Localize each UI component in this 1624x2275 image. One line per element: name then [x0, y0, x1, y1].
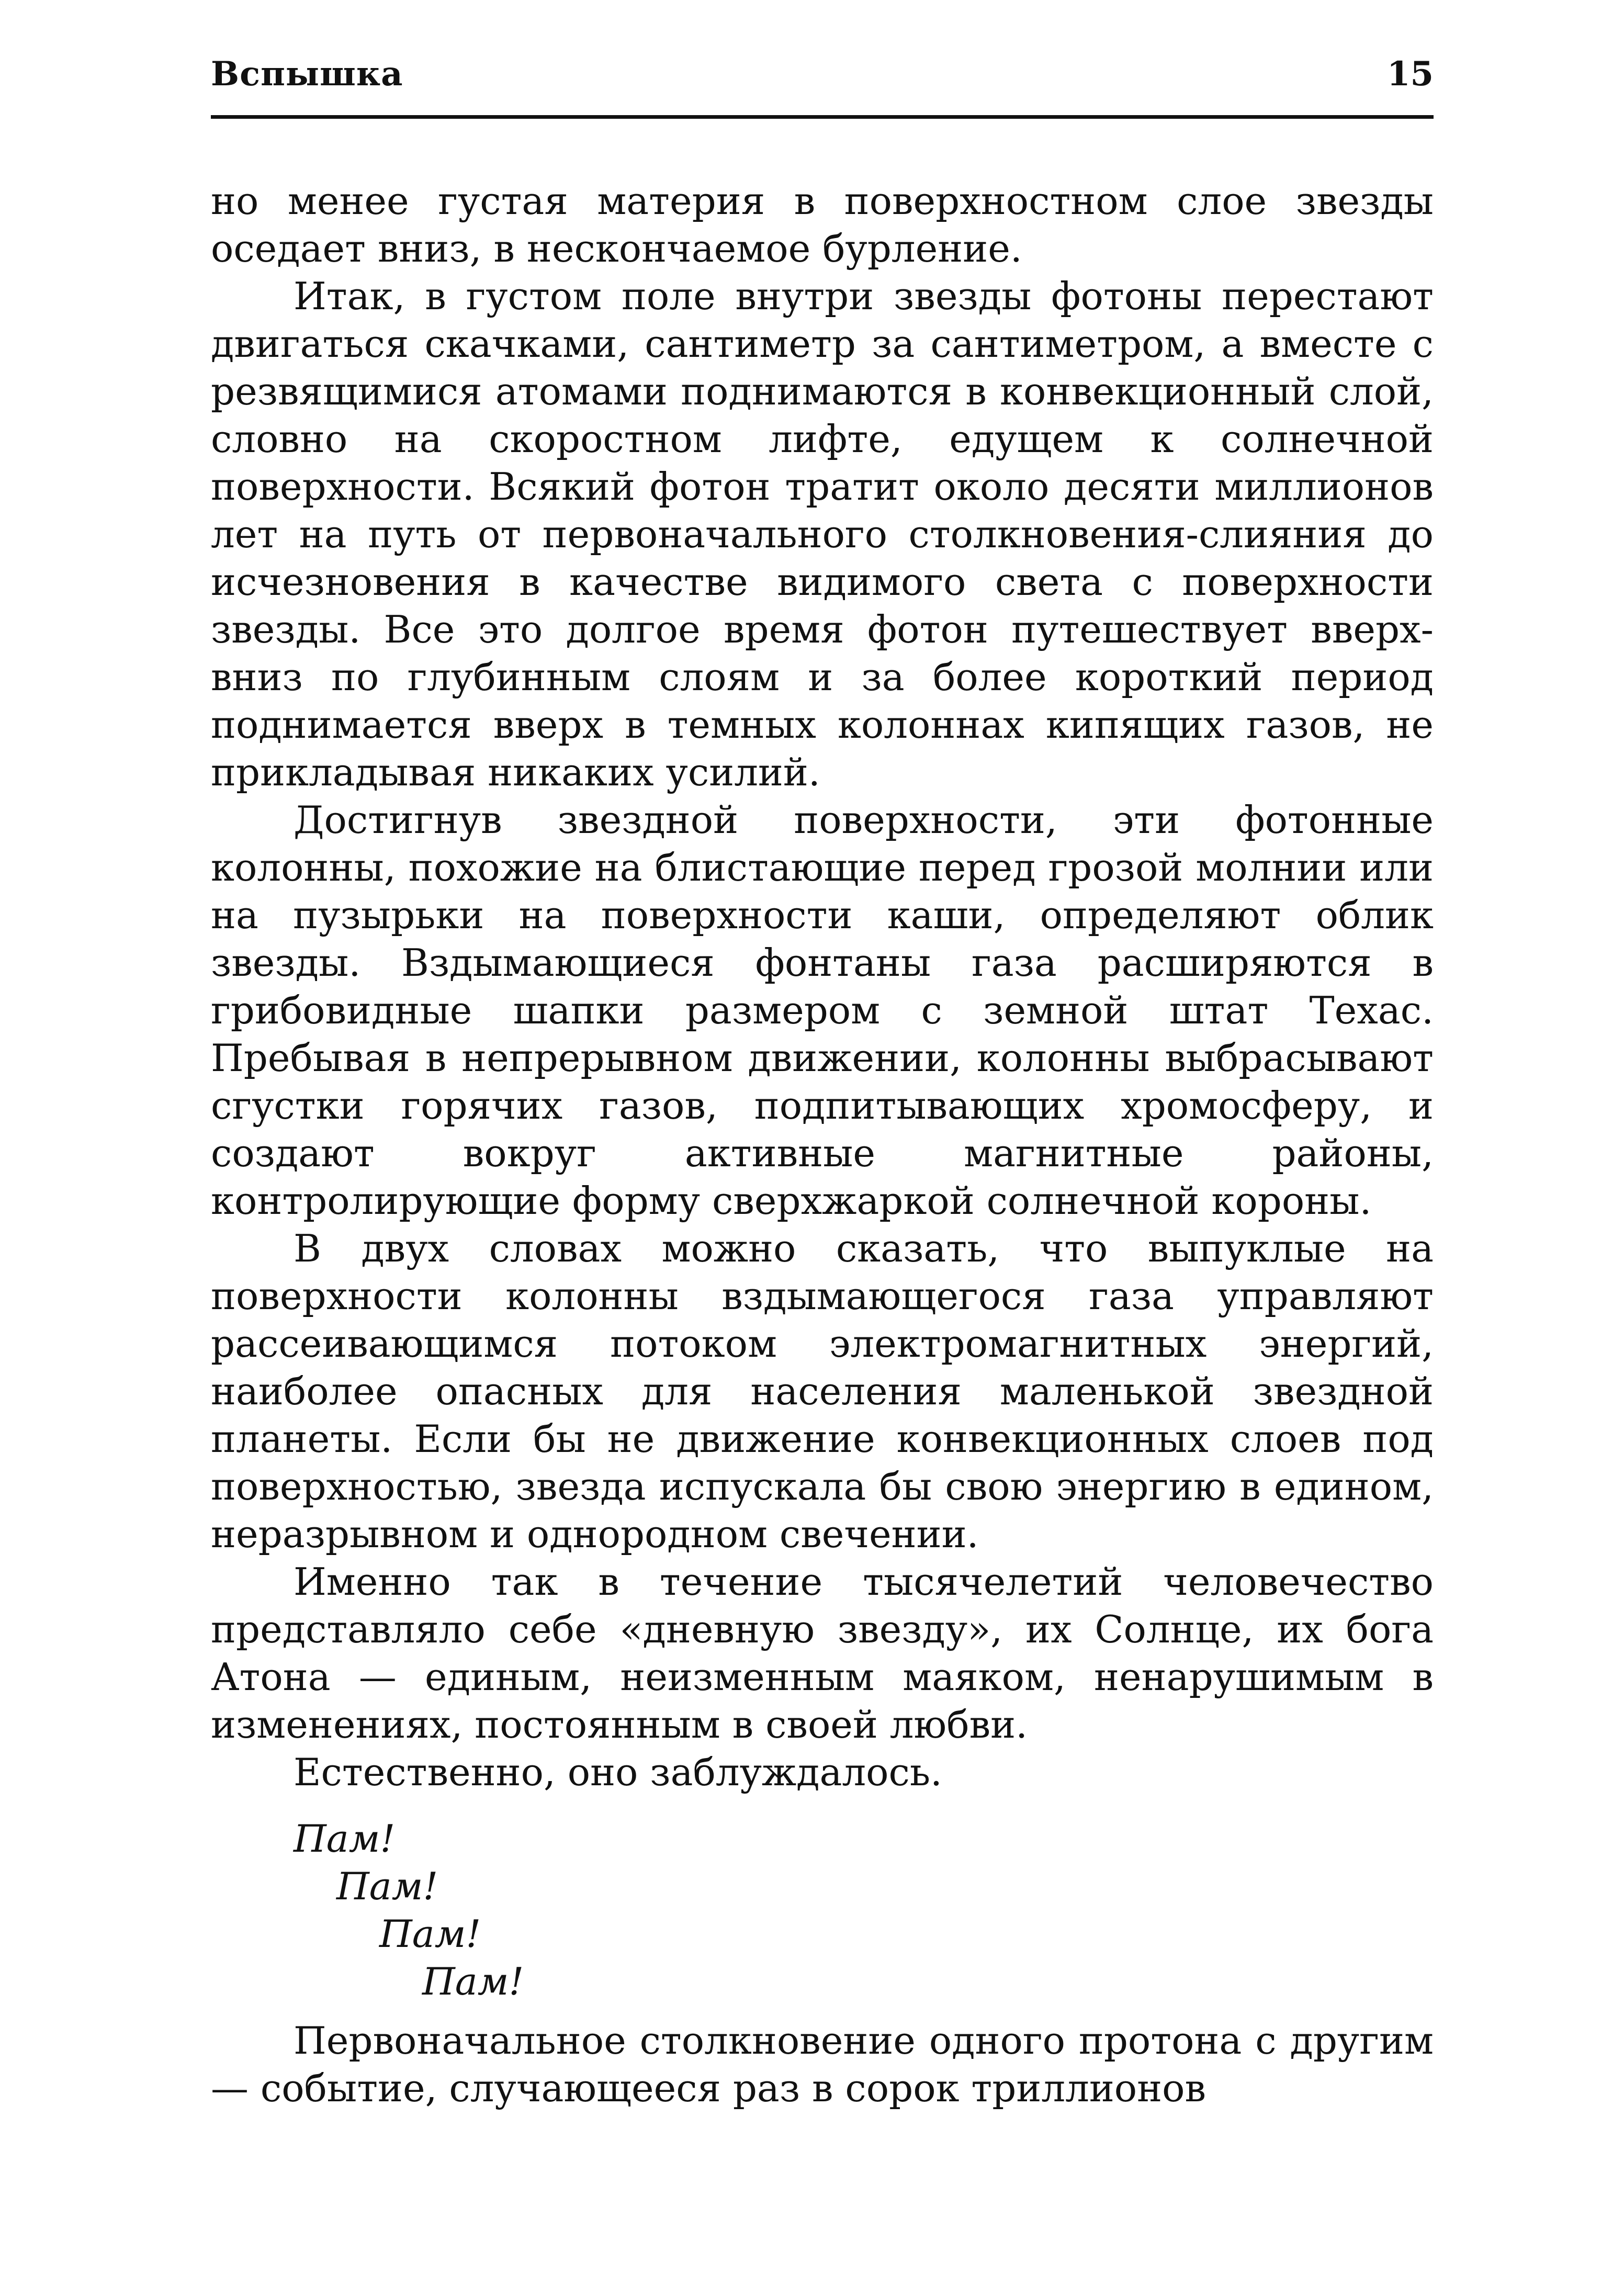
body-text — [211, 177, 1434, 2112]
paragraph-closing: Первоначальное столкновение одного протона с другим — событие, случающееся раз в сорок триллионов — [211, 2019, 1434, 2110]
paragraph: Естественно, оно заблуждалось. — [294, 1750, 942, 1794]
verse-block — [211, 1815, 1434, 2006]
paragraph-continued: но менее густая материя в поверхностном слое звезды оседает вниз, в нескончаемое бурление. — [211, 179, 1434, 271]
verse-line: Пам! — [379, 1912, 481, 1956]
verse-line: Пам! — [422, 1959, 524, 2003]
paragraph: В двух словах можно сказать, что выпуклые на поверхности колонны вздымающегося газа управляют рассеивающимся потоком электромагнитных энергий, наиболее опасных для населения маленькой звездной планеты. Если бы не движение конвекционных слоев под поверхностью, звезда испускала бы свою энергию в едином, неразрывном и однородном свечении. — [211, 1226, 1434, 1556]
paragraph: Именно так в течение тысячелетий человечество представляло себе «дневную звезду», их Солнце, их бога Атона — единым, неизменным маяком, ненарушимым в изменениях, постоянным в своей любви. — [211, 1560, 1434, 1747]
running-head-title: Вспышка — [211, 54, 403, 94]
paragraph: Достигнув звездной поверхности, эти фотонные колонны, похожие на блистающие перед грозой молнии или на пузырьки на поверхности каши, определяют облик звезды. Вздымающиеся фонтаны газа расширяются в грибовидные шапки размером с земной штат Техас. Пребывая в непрерывном движении, колонны выбрасывают сгустки горячих газов, подпитывающих хромосферу, и создают вокруг активные магнитные районы, контролирующие форму сверхжаркой солнечной короны. — [211, 798, 1434, 1223]
verse-line: Пам! — [294, 1817, 396, 1861]
book-page — [211, 52, 1434, 2112]
running-header — [211, 52, 1434, 119]
verse-line: Пам! — [336, 1864, 438, 1908]
paragraph: Итак, в густом поле внутри звезды фотоны перестают двигаться скачками, сантиметр за сантиметром, а вместе с резвящимися атомами поднимаются в конвекционный слой, словно на скоростном лифте, едущем к солнечной поверхности. Всякий фотон тратит около десяти миллионов лет на путь от первоначального столкновения-слияния до исчезновения в качестве видимого света с поверхности звезды. Все это долгое время фотон путешествует вверх-вниз по глубинным слоям и за более короткий период поднимается вверх в темных колоннах кипящих газов, не прикладывая никаких усилий. — [211, 274, 1434, 794]
page-number: 15 — [1386, 54, 1434, 94]
